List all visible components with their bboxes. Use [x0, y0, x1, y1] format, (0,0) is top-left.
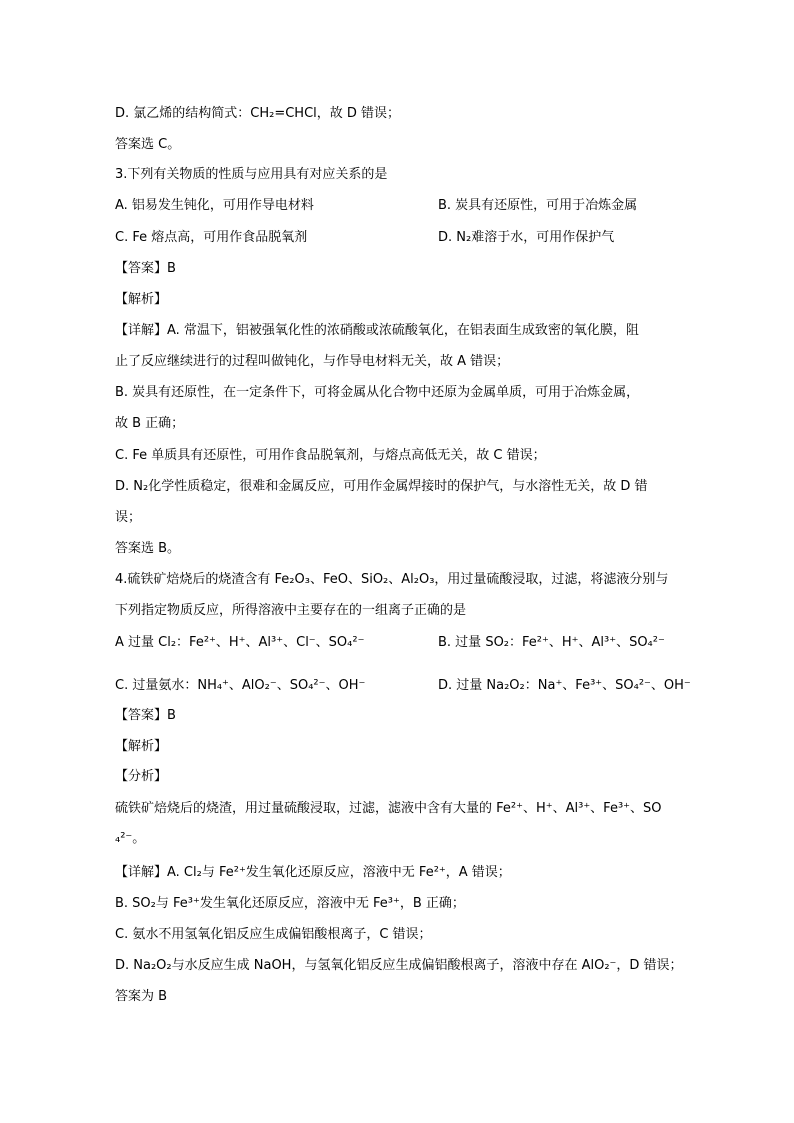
text-line: 故 B 正确；	[115, 416, 185, 431]
option-a: A. 铝易发生钝化，可用作导电材料	[115, 198, 314, 213]
text-line: D. N₂化学性质稳定，很难和金属反应，可用作金属焊接时的保护气，与水溶性无关，故 D 错	[115, 479, 648, 494]
text-line: 硫铁矿焙烧后的烧渣，用过量硫酸浸取，过滤，滤液中含有大量的 Fe²⁺、H⁺、Al³⁺、Fe³⁺、SO	[115, 801, 662, 816]
answer-label: 【答案】B	[115, 261, 176, 276]
option-c: C. Fe 熔点高，可用作食品脱氧剂	[115, 230, 308, 245]
option-c: C. 过量氨水：NH₄⁺、AlO₂⁻、SO₄²⁻、OH⁻	[115, 678, 366, 693]
text-line: C. Fe 单质具有还原性，可用作食品脱氧剂，与熔点高低无关，故 C 错误；	[115, 448, 546, 463]
question-3-stem: 3.下列有关物质的性质与应用具有对应关系的是	[115, 167, 388, 182]
option-a: A 过量 Cl₂：Fe²⁺、H⁺、Al³⁺、Cl⁻、SO₄²⁻	[115, 635, 365, 650]
text-line: 止了反应继续进行的过程叫做钝化，与作导电材料无关，故 A 错误；	[115, 354, 510, 369]
text-line: B. 炭具有还原性，在一定条件下，可将金属从化合物中还原为金属单质，可用于冶炼金属，	[115, 385, 640, 400]
analysis-label: 【解析】	[115, 292, 168, 307]
option-d: D. N₂难溶于水，可用作保护气	[438, 230, 615, 245]
text-line: 【详解】A. 常温下，铝被强氧化性的浓硝酸或浓硫酸氧化，在铝表面生成致密的氧化膜，阻	[115, 323, 639, 338]
text-line: ₄²⁻。	[115, 831, 146, 846]
analysis-subheading: 【分析】	[115, 769, 168, 784]
text-line: 答案为 B	[115, 989, 168, 1004]
text-line: 答案选 C。	[115, 137, 181, 152]
text-line: 【详解】A. Cl₂与 Fe²⁺发生氧化还原反应，溶液中无 Fe²⁺，A 错误；	[115, 865, 511, 880]
text-line: D. 氯乙烯的结构简式：CH₂=CHCl，故 D 错误；	[115, 106, 401, 121]
text-line: 答案选 B。	[115, 541, 181, 556]
analysis-label: 【解析】	[115, 739, 168, 754]
question-4-stem: 下列指定物质反应，所得溶液中主要存在的一组离子正确的是	[115, 603, 467, 618]
option-b: B. 炭具有还原性，可用于冶炼金属	[438, 198, 638, 213]
text-line: 误；	[115, 510, 142, 525]
text-line: C. 氨水不用氢氧化铝反应生成偏铝酸根离子，C 错误；	[115, 927, 432, 942]
question-4-stem: 4.硫铁矿焙烧后的烧渣含有 Fe₂O₃、FeO、SiO₂、Al₂O₃，用过量硫酸浸取，过滤，将滤液分别与	[115, 572, 669, 587]
text-line: B. SO₂与 Fe³⁺发生氧化还原反应，溶液中无 Fe³⁺，B 正确；	[115, 896, 465, 911]
option-d: D. 过量 Na₂O₂：Na⁺、Fe³⁺、SO₄²⁻、OH⁻	[438, 678, 691, 693]
option-b: B. 过量 SO₂：Fe²⁺、H⁺、Al³⁺、SO₄²⁻	[438, 635, 665, 650]
text-line: D. Na₂O₂与水反应生成 NaOH，与氢氧化铝反应生成偏铝酸根离子，溶液中存在 AlO₂⁻，D 错误；	[115, 958, 683, 973]
answer-label: 【答案】B	[115, 708, 176, 723]
